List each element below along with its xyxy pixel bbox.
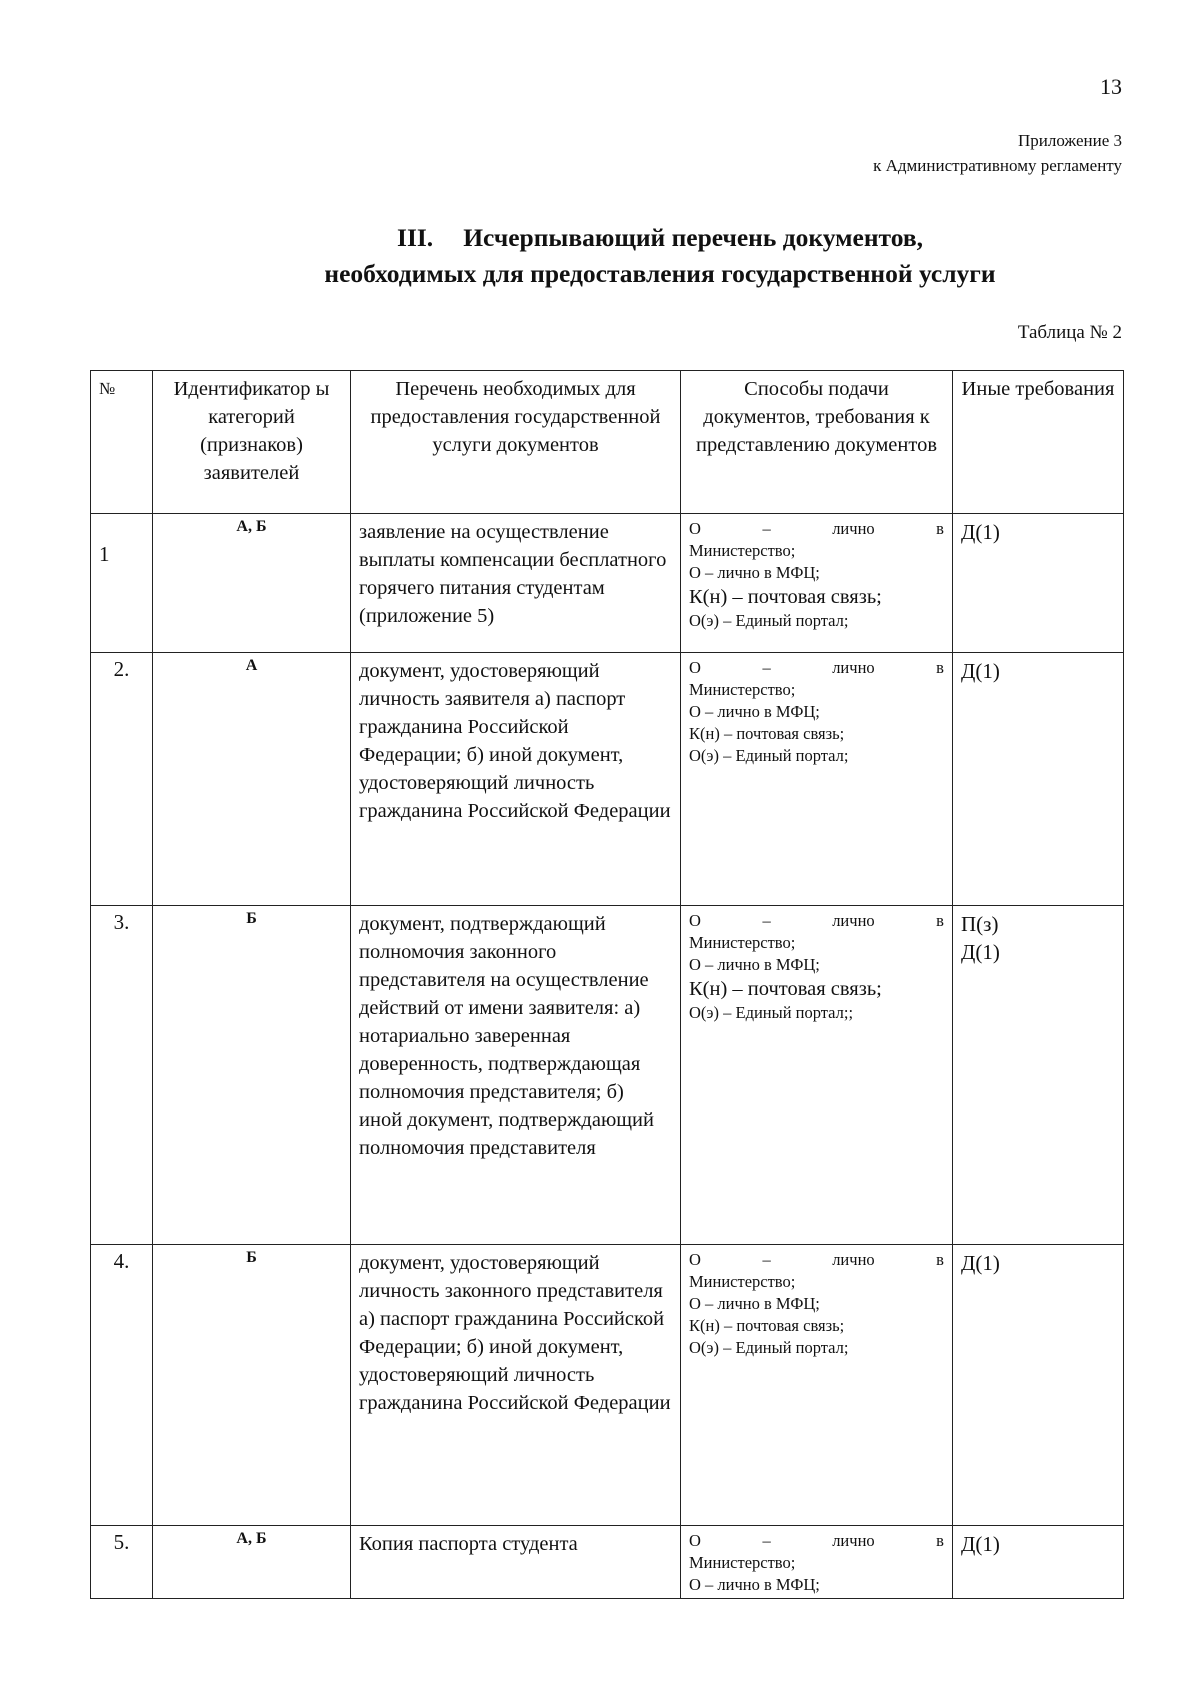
table-row [91, 1245, 1124, 1526]
row-category: А [153, 653, 351, 906]
method-part: лично [832, 658, 875, 677]
row-category: А, Б [153, 514, 351, 653]
header-other: Иные требования [953, 371, 1124, 514]
method-part: лично [832, 1531, 875, 1550]
row-methods [681, 653, 953, 906]
method-part: О [689, 519, 701, 538]
row-document: заявление на осуществление выплаты компенсации бесплатного горячего питания студентам (приложение 5) [351, 514, 681, 653]
table-label: Таблица № 2 [1017, 322, 1122, 343]
appendix-line-2: к Административному регламенту [873, 156, 1122, 175]
method-part: – [762, 911, 771, 930]
section-number: III. [397, 223, 434, 252]
method-line: О(э) – Единый портал;; [689, 1003, 854, 1022]
method-line: К(н) – почтовая связь; [689, 978, 882, 1000]
header-methods: Способы подачи документов, требования к представлению документов [681, 371, 953, 514]
row-document: Копия паспорта студента [351, 1526, 681, 1599]
row-number: 5. [91, 1526, 153, 1599]
header-documents: Перечень необходимых для предоставления государственной услуги документов [351, 371, 681, 514]
other-requirement: Д(1) [961, 940, 1000, 964]
row-number: 4. [91, 1245, 153, 1526]
method-line: О(э) – Единый портал; [689, 611, 849, 630]
method-part: О [689, 658, 701, 677]
row-category: Б [153, 906, 351, 1245]
row-other-requirements: Д(1) [953, 1526, 1124, 1599]
method-line: Министерство; [689, 541, 796, 560]
method-line: К(н) – почтовая связь; [689, 1316, 845, 1335]
appendix-line-1: Приложение 3 [1018, 131, 1122, 150]
method-line: О – лично в МФЦ; [689, 955, 820, 974]
row-other-requirements: Д(1) [953, 1245, 1124, 1526]
method-part: в [936, 1531, 944, 1550]
method-part: лично [832, 911, 875, 930]
row-category: А, Б [153, 1526, 351, 1599]
table-row [91, 653, 1124, 906]
method-line: Министерство; [689, 1553, 796, 1572]
row-number: 1 [91, 514, 153, 653]
method-line: О – лично в МФЦ; [689, 563, 820, 582]
method-line: О – лично в МФЦ; [689, 1294, 820, 1313]
row-number: 3. [91, 906, 153, 1245]
table-row [91, 906, 1124, 1245]
row-document: документ, удостоверяющий личность заявителя а) паспорт гражданина Российской Федерации; б) иной документ, удостоверяющий личность гражданина Российской Федерации [351, 653, 681, 906]
method-part: – [762, 658, 771, 677]
header-num: № [91, 371, 153, 514]
method-line: Министерство; [689, 933, 796, 952]
method-part: О [689, 1250, 701, 1269]
row-document: документ, удостоверяющий личность законного представителя а) паспорт гражданина Российской Федерации; б) иной документ, удостоверяющий личность гражданина Российской Федерации [351, 1245, 681, 1526]
method-part: в [936, 658, 944, 677]
method-part: О [689, 1531, 701, 1550]
row-document: документ, подтверждающий полномочия законного представителя на осуществление действий от имени заявителя: а) нотариально заверенная доверенность, подтверждающая полномочия представителя; б) иной документ, подтверждающий полномочия представителя [351, 906, 681, 1245]
row-number: 2. [91, 653, 153, 906]
method-part: в [936, 1250, 944, 1269]
row-methods [681, 1245, 953, 1526]
method-part: – [762, 519, 771, 538]
row-category: Б [153, 1245, 351, 1526]
method-line: О(э) – Единый портал; [689, 1338, 849, 1357]
table-row [91, 1526, 1124, 1599]
row-methods [681, 514, 953, 653]
row-methods [681, 1526, 953, 1599]
method-line: О(э) – Единый портал; [689, 746, 849, 765]
appendix-note [873, 128, 1122, 178]
method-part: в [936, 911, 944, 930]
method-line: Министерство; [689, 680, 796, 699]
method-part: лично [832, 1250, 875, 1269]
section-title-line-1: Исчерпывающий перечень документов, [463, 223, 923, 252]
row-other-requirements: Д(1) [953, 514, 1124, 653]
method-line: О – лично в МФЦ; [689, 1575, 820, 1594]
method-part: О [689, 911, 701, 930]
row-methods [681, 906, 953, 1245]
method-part: – [762, 1250, 771, 1269]
documents-table [90, 370, 1124, 1599]
page-number: 13 [1100, 74, 1122, 99]
row-other-requirements: Д(1) [953, 653, 1124, 906]
section-title [230, 220, 1090, 292]
method-line: Министерство; [689, 1272, 796, 1291]
row-other-requirements [953, 906, 1124, 1245]
method-line: К(н) – почтовая связь; [689, 724, 845, 743]
section-title-line-2: необходимых для предоставления государственной услуги [324, 259, 996, 288]
method-part: – [762, 1531, 771, 1550]
other-requirement: П(з) [961, 912, 999, 936]
method-part: лично [832, 519, 875, 538]
table-header-row [91, 371, 1124, 514]
header-category: Идентификатор ы категорий (признаков) заявителей [153, 371, 351, 514]
method-part: в [936, 519, 944, 538]
method-line: К(н) – почтовая связь; [689, 586, 882, 608]
method-line: О – лично в МФЦ; [689, 702, 820, 721]
table-row [91, 514, 1124, 653]
